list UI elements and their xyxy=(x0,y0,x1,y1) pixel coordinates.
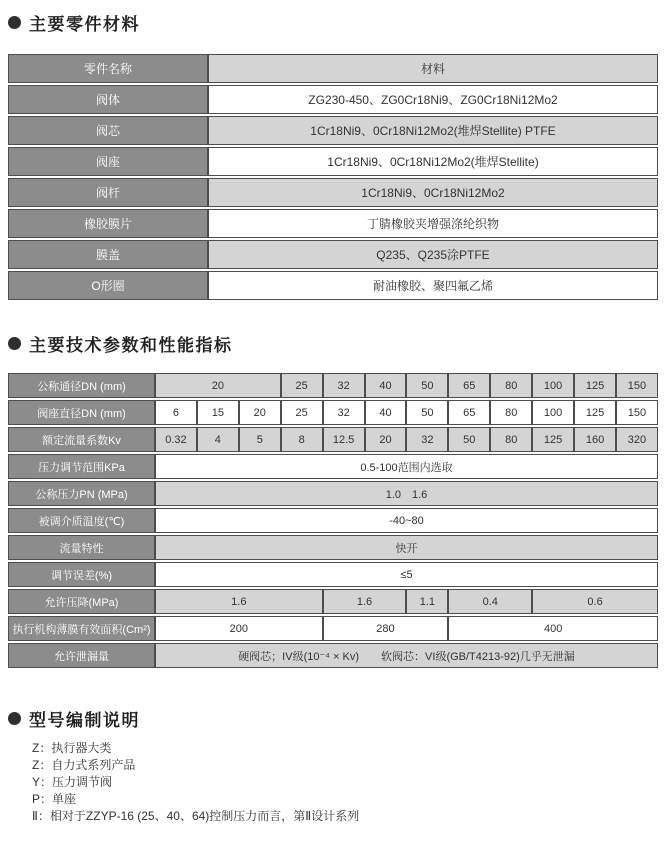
model-code-item: Ⅱ：相对于ZZYP-16 (25、40、64)控制压力而言，第Ⅱ设计系列 xyxy=(32,809,360,823)
table-row xyxy=(8,454,658,479)
table-cell: 0.4 xyxy=(448,589,532,614)
table-row xyxy=(8,209,658,238)
table-row xyxy=(8,535,658,560)
table-cell: 100 xyxy=(532,400,574,425)
row-label: 调节误差(%) xyxy=(8,562,155,587)
table-cell: 80 xyxy=(490,427,532,452)
table-cell: 耐油橡胶、聚四氟乙烯 xyxy=(208,271,658,300)
row-label: 被调介质温度(℃) xyxy=(8,508,155,533)
section-title: 型号编制说明 xyxy=(29,711,140,730)
table-cell: 25 xyxy=(281,373,323,398)
table-cell: 1.6 xyxy=(323,589,407,614)
row-label: 阀体 xyxy=(8,85,208,114)
table-cell: 50 xyxy=(406,373,448,398)
table-cell: 1.1 xyxy=(406,589,448,614)
bullet-icon xyxy=(8,712,21,725)
row-label: 阀座直径DN (mm) xyxy=(8,400,155,425)
table-cell: 4 xyxy=(197,427,239,452)
section-title: 主要技术参数和性能指标 xyxy=(29,336,233,355)
table-cell: -40~80 xyxy=(155,508,658,533)
table-row xyxy=(8,427,658,452)
table-cell: 15 xyxy=(197,400,239,425)
table-cell: 280 xyxy=(323,616,449,641)
table-cell: 0.6 xyxy=(532,589,658,614)
table-cell: 20 xyxy=(239,400,281,425)
table-cell: 50 xyxy=(448,427,490,452)
table-cell: 20 xyxy=(155,373,281,398)
model-code-item: P：单座 xyxy=(32,792,77,806)
table-cell: Q235、Q235涂PTFE xyxy=(208,240,658,269)
table-row xyxy=(8,54,658,83)
table-cell: 0.32 xyxy=(155,427,197,452)
table-row xyxy=(8,643,658,668)
row-label: 零件名称 xyxy=(8,54,208,83)
table-cell: 125 xyxy=(532,427,574,452)
table-cell: 32 xyxy=(323,400,365,425)
row-label: 膜盖 xyxy=(8,240,208,269)
table-cell: 5 xyxy=(239,427,281,452)
row-label: 流量特性 xyxy=(8,535,155,560)
table-cell: 100 xyxy=(532,373,574,398)
table-row xyxy=(8,116,658,145)
table-cell: 65 xyxy=(448,400,490,425)
table-cell: 200 xyxy=(155,616,323,641)
table-cell: 1Cr18Ni9、0Cr18Ni12Mo2 xyxy=(208,178,658,207)
table-cell: 材料 xyxy=(208,54,658,83)
table-row xyxy=(8,240,658,269)
table-row xyxy=(8,481,658,506)
table-cell: 0.5-100范围内选取 xyxy=(155,454,658,479)
table-row xyxy=(8,85,658,114)
table-cell: 150 xyxy=(616,373,658,398)
table-cell: 32 xyxy=(323,373,365,398)
table-cell: 125 xyxy=(574,400,616,425)
row-label: 公称压力PN (MPa) xyxy=(8,481,155,506)
row-label: 压力调节范围KPa xyxy=(8,454,155,479)
table-row xyxy=(8,589,658,614)
parameters-table xyxy=(8,371,658,670)
table-cell: 丁腈橡胶夹增强涤纶织物 xyxy=(208,209,658,238)
table-cell: 32 xyxy=(406,427,448,452)
table-cell: 8 xyxy=(281,427,323,452)
table-cell: 125 xyxy=(574,373,616,398)
section-heading-parameters xyxy=(8,331,658,356)
table-cell: 160 xyxy=(574,427,616,452)
section-title: 主要零件材料 xyxy=(29,15,140,34)
table-cell: 80 xyxy=(490,373,532,398)
table-cell: 40 xyxy=(365,373,407,398)
bullet-icon xyxy=(8,337,21,350)
table-cell: 65 xyxy=(448,373,490,398)
table-cell: 1Cr18Ni9、0Cr18Ni12Mo2(堆焊Stellite) PTFE xyxy=(208,116,658,145)
model-code-item: Y：压力调节阀 xyxy=(32,775,113,789)
table-cell: 150 xyxy=(616,400,658,425)
table-cell: 320 xyxy=(616,427,658,452)
row-label: 公称通径DN (mm) xyxy=(8,373,155,398)
table-cell: 20 xyxy=(365,427,407,452)
table-cell: ≤5 xyxy=(155,562,658,587)
table-row xyxy=(8,562,658,587)
section-heading-model xyxy=(8,706,658,731)
row-label: 额定流量系数Kv xyxy=(8,427,155,452)
table-row xyxy=(8,271,658,300)
table-cell: 50 xyxy=(406,400,448,425)
row-label: 阀杆 xyxy=(8,178,208,207)
table-cell: 80 xyxy=(490,400,532,425)
model-code-list xyxy=(32,740,658,825)
table-cell: 12.5 xyxy=(323,427,365,452)
table-row xyxy=(8,178,658,207)
table-cell: 硬阀芯；IV级(10⁻⁴ × Kv) 软阀芯：VI级(GB/T4213-92)几乎无泄漏 xyxy=(155,643,658,668)
table-row xyxy=(8,147,658,176)
table-row xyxy=(8,373,658,398)
row-label: 允许压降(MPa) xyxy=(8,589,155,614)
table-cell: 25 xyxy=(281,400,323,425)
row-label: 橡胶膜片 xyxy=(8,209,208,238)
table-row xyxy=(8,508,658,533)
row-label: 阀芯 xyxy=(8,116,208,145)
table-cell: 1.6 xyxy=(155,589,323,614)
materials-table xyxy=(8,52,658,302)
table-cell: 40 xyxy=(365,400,407,425)
bullet-icon xyxy=(8,16,21,29)
table-row xyxy=(8,400,658,425)
table-cell: 快开 xyxy=(155,535,658,560)
table-cell: 1Cr18Ni9、0Cr18Ni12Mo2(堆焊Stellite) xyxy=(208,147,658,176)
row-label: 允许泄漏量 xyxy=(8,643,155,668)
section-heading-materials xyxy=(8,10,658,35)
table-cell: ZG230-450、ZG0Cr18Ni9、ZG0Cr18Ni12Mo2 xyxy=(208,85,658,114)
row-label: 执行机构薄膜有效面积(Cm²) xyxy=(8,616,155,641)
model-code-item: Z：自力式系列产品 xyxy=(32,758,136,772)
row-label: 阀座 xyxy=(8,147,208,176)
table-cell: 1.0 1.6 xyxy=(155,481,658,506)
model-code-item: Z：执行器大类 xyxy=(32,741,112,755)
row-label: O形圈 xyxy=(8,271,208,300)
table-cell: 400 xyxy=(448,616,658,641)
table-row xyxy=(8,616,658,641)
table-cell: 6 xyxy=(155,400,197,425)
